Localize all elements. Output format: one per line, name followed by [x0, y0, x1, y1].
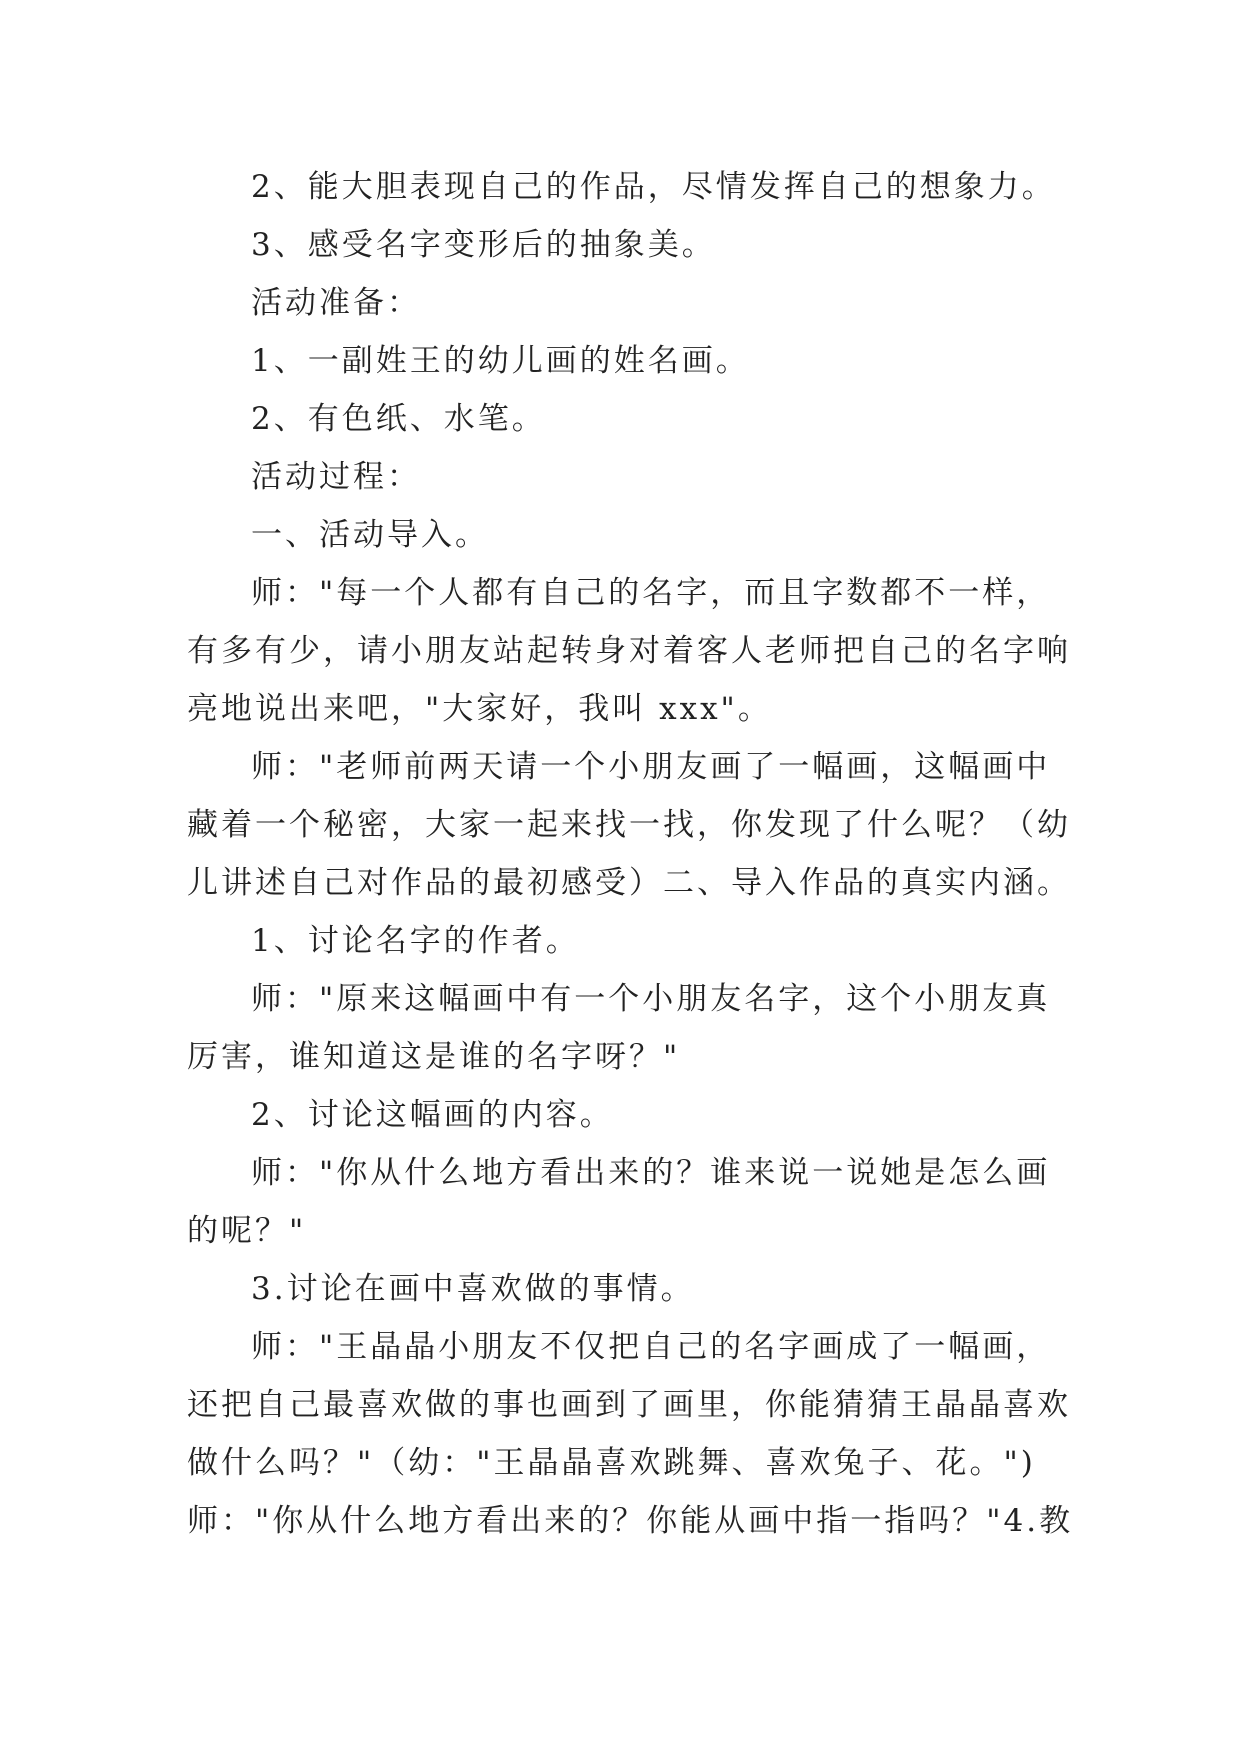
paragraph-line: 2、有色纸、水笔。 — [251, 401, 546, 437]
paragraph-line: 师："王晶晶小朋友不仅把自己的名字画成了一幅画， — [251, 1329, 1051, 1365]
paragraph-line: 还把自己最喜欢做的事也画到了画里，你能猜猜王晶晶喜欢 — [187, 1387, 1071, 1423]
paragraph-line: 师："老师前两天请一个小朋友画了一幅画，这幅画中 — [251, 749, 1051, 785]
paragraph-line: 的呢？" — [187, 1213, 307, 1249]
paragraph-line: 厉害，谁知道这是谁的名字呀？" — [187, 1039, 681, 1075]
paragraph-line: 3.讨论在画中喜欢做的事情。 — [251, 1271, 695, 1307]
paragraph-line: 1、一副姓王的幼儿画的姓名画。 — [251, 343, 750, 379]
paragraph-line: 亮地说出来吧，"大家好，我叫 xxx"。 — [187, 691, 772, 727]
paragraph-line: 1、讨论名字的作者。 — [251, 923, 580, 959]
paragraph-line: 2、讨论这幅画的内容。 — [251, 1097, 614, 1133]
paragraph-line: 做什么吗？"（幼："王晶晶喜欢跳舞、喜欢兔子、花。") — [187, 1445, 1036, 1481]
paragraph-line: 师："你从什么地方看出来的？你能从画中指一指吗？"4.教 — [187, 1503, 1074, 1539]
paragraph-line: 有多有少，请小朋友站起转身对着客人老师把自己的名字响 — [187, 633, 1071, 669]
paragraph-line: 2、能大胆表现自己的作品，尽情发挥自己的想象力。 — [251, 169, 1056, 205]
section-heading: 活动过程： — [251, 459, 421, 495]
paragraph-line: 儿讲述自己对作品的最初感受）二、导入作品的真实内涵。 — [187, 865, 1071, 901]
document-body — [187, 158, 1074, 1550]
paragraph-line: 师："你从什么地方看出来的？谁来说一说她是怎么画 — [251, 1155, 1051, 1191]
paragraph-line: 3、感受名字变形后的抽象美。 — [251, 227, 716, 263]
section-heading: 活动准备： — [251, 285, 421, 321]
paragraph-line: 师："原来这幅画中有一个小朋友名字，这个小朋友真 — [251, 981, 1051, 1017]
section-heading: 一、活动导入。 — [251, 517, 489, 553]
paragraph-line: 藏着一个秘密，大家一起来找一找，你发现了什么呢？（幼 — [187, 807, 1071, 843]
paragraph-line: 师："每一个人都有自己的名字，而且字数都不一样， — [251, 575, 1051, 611]
